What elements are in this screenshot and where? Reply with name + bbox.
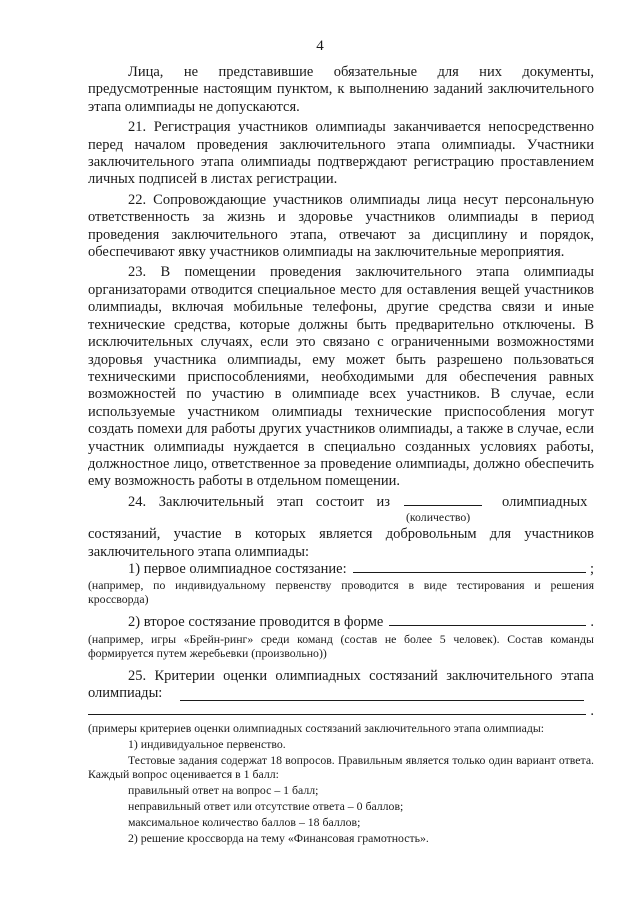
item-1-label: 1) первое олимпиадное состязание: — [128, 560, 347, 577]
paragraph-25: 25. Критерии оценки олимпиадных состязаний заключительного этапа олимпиады: — [88, 667, 594, 702]
paragraph-24-start: 24. Заключительный этап состоит из — [128, 493, 391, 510]
item-1-line — [88, 561, 594, 578]
criteria-2-title: 2) решение кроссворда на тему «Финансовая грамотность». — [128, 830, 429, 845]
paragraph-documents: Лица, не представившие обязательные для них документы, предусмотренные настоящим пунктом, к выполнению заданий заключительного этапа олимпиады не допускаются. — [88, 64, 594, 115]
paragraph-21: 21. Регистрация участников олимпиады заканчивается непосредственно перед началом проведения заключительного этапа олимпиады. Участники заключительного этапа олимпиады подтверждают регистрацию проставлением личных подписей в листах регистрации. — [88, 119, 594, 188]
item-2-blank — [389, 625, 586, 626]
item-1-end: ; — [589, 560, 594, 577]
criteria-1-text: Тестовые задания содержат 18 вопросов. Правильным является только один вариант ответа. Каждый вопрос оценивается в 1 балл: — [88, 752, 594, 781]
paragraph-24-line — [88, 494, 594, 511]
paragraph-23: 23. В помещении проведения заключительного этапа олимпиады организаторами отводится специальное место для оставления вещей участников олимпиады, включая мобильные телефоны, другие средства связи и иные технические средства, которые должны быть предварительно отключены. В исключительных случаях, если это связано с ограниченными возможностями здоровья участника олимпиады, ему может быть разрешено пользоваться техническими приспособлениями, необходимыми для обеспечения равных возможностей по участию в олимпиаде всех участников. В случае, если используемые участником олимпиады технические приспособления могут создать помехи для работы других участников олимпиады, а также в случае, если участник олимпиады нуждается в специально созданных условиях работы, должностное лицо, ответственное за проведение олимпиады, должно обеспечить ему возможность работы в отдельном помещении. — [88, 264, 594, 490]
paragraph-24-continuation: состязаний, участие в которых является добровольным для участников заключительного этапа олимпиады: — [88, 526, 594, 560]
criteria-1-wrong: неправильный ответ или отсутствие ответа – 0 баллов; — [128, 798, 404, 813]
item-2-line — [88, 614, 594, 631]
paragraph-24-end: олимпиадных — [502, 493, 588, 510]
criteria-blank-2 — [88, 714, 586, 715]
quantity-blank — [404, 505, 482, 506]
item-2-note: (например, игры «Брейн-ринг» среди команд (состав не более 5 человек). Состав команды формируется путем жеребьевки (произвольно)) — [88, 631, 594, 660]
criteria-full-line — [88, 703, 594, 717]
item-2-end: . — [590, 614, 594, 631]
quantity-caption: (количество) — [406, 510, 471, 525]
item-1-blank — [353, 572, 586, 573]
criteria-1-max: максимальное количество баллов – 18 баллов; — [128, 814, 361, 829]
paragraph-22: 22. Сопровождающие участников олимпиады лица несут персональную ответственность за жизнь и здоровье участников олимпиады в период проведения заключительного этапа, отвечают за дисциплину и порядок, обеспечивают явку участников олимпиады на заключительные мероприятия. — [88, 191, 594, 261]
item-2-label: 2) второе состязание проводится в форме — [128, 614, 384, 631]
page-number: 4 — [316, 38, 324, 54]
item-1-note: (например, по индивидуальному первенству проводится в виде тестирования и решения кроссворда) — [88, 578, 594, 607]
document-body — [88, 64, 594, 845]
criteria-note: (примеры критериев оценки олимпиадных состязаний заключительного этапа олимпиады: — [88, 720, 545, 735]
criteria-1-title: 1) индивидуальное первенство. — [128, 736, 286, 751]
criteria-blank-1 — [180, 699, 584, 701]
criteria-1-correct: правильный ответ на вопрос – 1 балл; — [128, 782, 319, 797]
paragraph-25-end: . — [590, 702, 594, 719]
